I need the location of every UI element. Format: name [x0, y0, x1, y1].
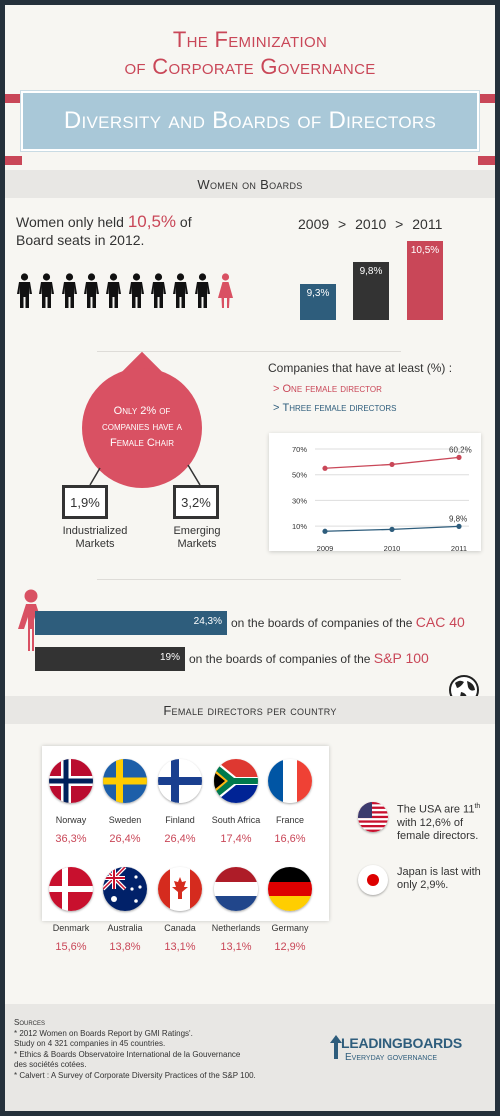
- year-value-2011: 10,5%: [410, 245, 440, 256]
- title-line-1: The Feminization: [172, 27, 328, 52]
- market-label-2a: Emerging: [173, 525, 221, 537]
- country-value: 13,1%: [164, 941, 196, 953]
- index-bar: 19%: [35, 647, 185, 671]
- year-2009: 2009: [298, 216, 330, 232]
- country-name: Finland: [165, 815, 195, 825]
- country-value: 16,6%: [274, 833, 306, 845]
- japan-line-2: only 2,9%.: [397, 879, 449, 891]
- year-value-2010: 9,8%: [359, 266, 383, 277]
- source-line-1: * 2012 Women on Boards Report by GMI Ratings'.: [14, 1028, 193, 1038]
- legend-three: > Three female directors: [273, 402, 397, 414]
- index-bar-label: on the boards of companies of the S&P 100: [189, 650, 429, 666]
- flag-australia: [103, 867, 147, 911]
- source-line-2: Study on 4 321 companies in 45 countries.: [14, 1039, 166, 1048]
- data-label: 9,8%: [449, 514, 468, 524]
- country-value: 26,4%: [164, 833, 196, 845]
- market-box-industrialized: [62, 485, 108, 519]
- country-value: 26,4%: [109, 833, 141, 845]
- usa-line-3: female directors.: [397, 829, 479, 842]
- chart-title: Companies that have at least (%) :: [268, 361, 453, 375]
- flag-sweden: [103, 759, 147, 803]
- country-name: Canada: [164, 923, 196, 933]
- country-name: Netherlands: [211, 923, 261, 933]
- data-point: [389, 462, 394, 467]
- market-box-emerging: [173, 485, 219, 519]
- flag-south-africa: [214, 759, 258, 803]
- flag-japan: [358, 865, 388, 895]
- usa-note: [397, 800, 480, 843]
- x-tick-label: 2009: [316, 544, 334, 551]
- legend-three-label: Three female directors: [282, 402, 397, 414]
- usa-line-1: The USA are 11: [397, 803, 475, 816]
- sources-heading: Sources: [14, 1018, 46, 1027]
- y-tick-label: 70%: [291, 445, 307, 454]
- market-label-2b: Markets: [177, 538, 217, 550]
- section-heading: Women on Boards: [197, 176, 303, 192]
- market-value-emerging: 3,2%: [181, 494, 211, 510]
- country-value: 36,3%: [55, 833, 87, 845]
- country-value: 15,6%: [55, 941, 87, 953]
- country-name: South Africa: [211, 815, 261, 825]
- flag-norway: [49, 759, 93, 803]
- divider-2: [97, 579, 401, 580]
- country-value: 13,8%: [109, 941, 141, 953]
- chair-line-2: companies have a: [101, 421, 183, 433]
- flag-netherlands: [214, 867, 258, 911]
- title-line-2: of Corporate Governance: [124, 54, 376, 79]
- y-tick-label: 10%: [291, 522, 307, 532]
- sources: [14, 1018, 344, 1081]
- market-label-1b: Markets: [75, 538, 115, 550]
- data-point: [456, 455, 461, 460]
- chair-line-3: Female Chair: [110, 437, 174, 449]
- logo-name: LEADINGBOARDS: [341, 1035, 463, 1051]
- country-value: 17,4%: [220, 833, 252, 845]
- sep-1: >: [338, 216, 347, 232]
- source-line-3: * Ethics & Boards Observatoire International de la Gouvernance: [14, 1049, 241, 1059]
- x-tick-label: 2011: [450, 544, 468, 551]
- legend-one-label: One female director: [282, 383, 382, 395]
- y-tick-label: 30%: [291, 496, 307, 506]
- year-2010: 2010: [355, 216, 387, 232]
- data-point: [322, 466, 327, 471]
- source-line-4: des sociétés cotées.: [14, 1060, 87, 1069]
- year-2011: 2011: [412, 216, 443, 232]
- statement-pre: Women only held: [16, 214, 128, 230]
- country-name: France: [275, 815, 304, 825]
- market-label-1a: Industrialized: [62, 525, 128, 537]
- source-line-5: * Calvert : A Survey of Corporate Diversity Practices of the S&P 100.: [14, 1070, 256, 1080]
- flag-denmark: [49, 867, 93, 911]
- statement-post: Board seats in 2012.: [16, 232, 145, 248]
- section-female-directors: [5, 696, 495, 724]
- statement-pct: 10,5%: [127, 212, 177, 231]
- x-tick-label: 2010: [383, 544, 401, 551]
- flag-finland: [158, 759, 202, 803]
- japan-line-1: Japan is last with: [397, 866, 481, 878]
- data-label: 60,2%: [449, 445, 472, 455]
- subtitle: Diversity and Boards of Directors: [63, 107, 437, 134]
- market-label-emerging: [157, 525, 237, 551]
- data-point: [456, 524, 461, 529]
- flag-canada: [158, 867, 202, 911]
- line-chart: [269, 433, 481, 551]
- sep-2: >: [395, 216, 404, 232]
- statement-mid: of: [176, 214, 192, 230]
- flag-usa: [358, 802, 388, 832]
- country-value: 13,1%: [220, 941, 252, 953]
- infographic: [5, 5, 495, 1111]
- usa-line-2: with 12,6% of: [397, 816, 464, 829]
- flag-germany: [268, 867, 312, 911]
- market-label-industrialized: [50, 525, 140, 551]
- japan-note: [397, 866, 481, 892]
- country-name: Germany: [271, 923, 309, 933]
- country-name: Norway: [55, 815, 87, 825]
- data-point: [389, 527, 394, 532]
- data-point: [322, 529, 327, 534]
- y-tick-label: 50%: [291, 470, 307, 480]
- flag-france: [268, 759, 312, 803]
- country-name: Sweden: [108, 815, 142, 825]
- country-name: Australia: [107, 923, 143, 933]
- index-bar-label: on the boards of companies of the CAC 40: [231, 614, 465, 630]
- legend-one: > One female director: [273, 383, 382, 395]
- chair-line-1: Only 2% of: [113, 405, 171, 417]
- usa-sup: th: [474, 803, 481, 810]
- year-value-2009: 9,3%: [306, 288, 330, 299]
- country-heading: Female directors per country: [163, 702, 337, 718]
- logo-tagline: Everyday governance: [345, 1052, 438, 1063]
- market-value-industrialized: 1,9%: [70, 494, 100, 510]
- country-value: 12,9%: [274, 941, 306, 953]
- country-name: Denmark: [52, 923, 90, 933]
- index-bar: 24,3%: [35, 611, 227, 635]
